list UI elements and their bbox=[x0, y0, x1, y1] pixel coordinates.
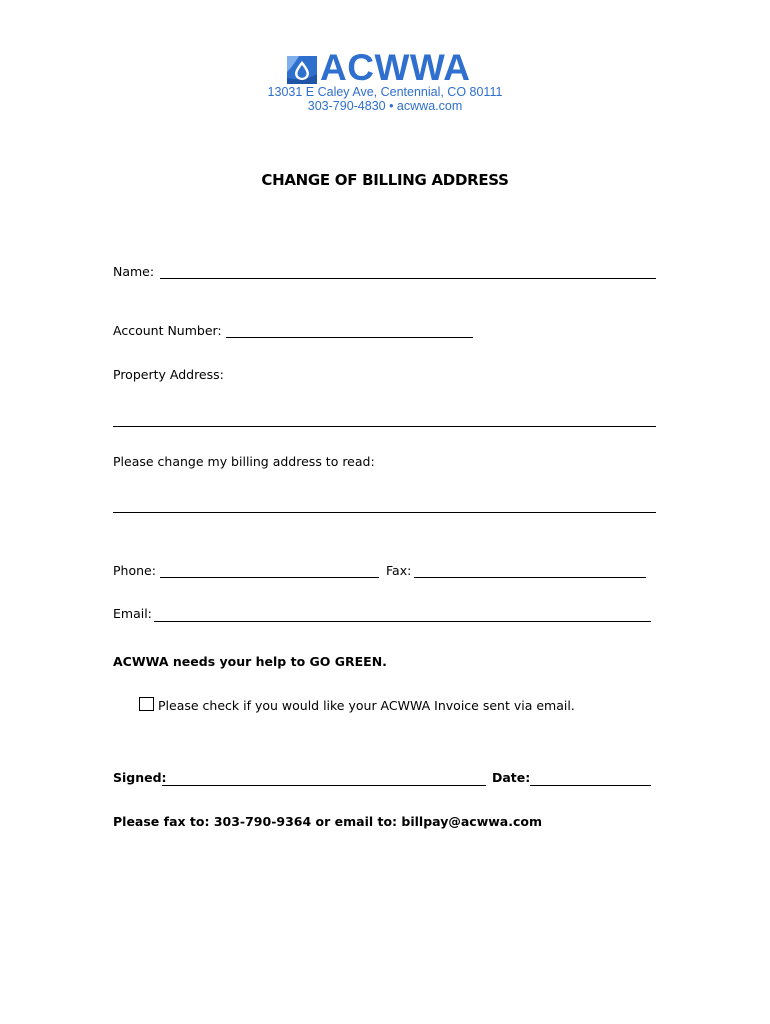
acwwa-logo bbox=[287, 47, 483, 88]
phone-field[interactable] bbox=[160, 577, 379, 578]
email-invoice-checkbox-label: Please check if you would like your ACWWA Invoice sent via email. bbox=[158, 698, 575, 713]
billing-address-label: Please change my billing address to read: bbox=[113, 454, 375, 469]
date-label: Date: bbox=[492, 770, 531, 785]
name-label: Name: bbox=[113, 264, 155, 279]
signature-field[interactable] bbox=[162, 785, 486, 786]
email-invoice-checkbox[interactable] bbox=[139, 697, 154, 711]
logo-text: ACWWA bbox=[320, 47, 471, 88]
account-number-field[interactable] bbox=[226, 337, 473, 338]
go-green-text: ACWWA needs your help to GO GREEN. bbox=[113, 654, 387, 669]
billing-address-field[interactable] bbox=[113, 512, 656, 513]
fax-instructions: Please fax to: 303-790-9364 or email to: billpay@acwwa.com bbox=[113, 814, 543, 829]
signed-label: Signed: bbox=[113, 770, 167, 785]
fax-label: Fax: bbox=[386, 563, 412, 578]
account-number-label: Account Number: bbox=[113, 323, 222, 338]
phone-label: Phone: bbox=[113, 563, 156, 578]
fax-field[interactable] bbox=[414, 577, 646, 578]
date-field[interactable] bbox=[530, 785, 651, 786]
water-drop-icon bbox=[287, 56, 317, 84]
letterhead-contact: 303-790-4830 • acwwa.com bbox=[307, 99, 463, 113]
property-address-label: Property Address: bbox=[113, 367, 224, 382]
email-field[interactable] bbox=[154, 621, 651, 622]
letterhead-address: 13031 E Caley Ave, Centennial, CO 80111 bbox=[267, 85, 503, 99]
form-title: CHANGE OF BILLING ADDRESS bbox=[261, 171, 509, 189]
property-address-field[interactable] bbox=[113, 426, 656, 427]
name-field[interactable] bbox=[160, 278, 656, 279]
email-label: Email: bbox=[113, 606, 152, 621]
